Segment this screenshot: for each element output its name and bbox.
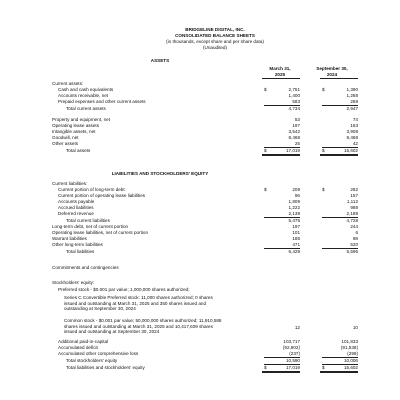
table-row: Accumulated deficit (92,902) (91,538) (58, 345, 358, 350)
total-double-rule (262, 154, 300, 156)
liabilities-heading: LIABILITIES AND STOCKHOLDERS' EQUITY (111, 171, 209, 176)
col2-header-line2: 2024 (326, 72, 338, 77)
table-row: Goodwill, net 8,468 8,468 (52, 135, 358, 140)
current-liabilities-heading: Current liabilities: (52, 181, 88, 186)
audit-note: (Unaudited) (202, 45, 227, 50)
total-double-rule (320, 371, 358, 373)
total-double-rule (320, 154, 358, 156)
table-row: Accounts receivable, net 1,400 1,288 (58, 93, 358, 98)
assets-heading: ASSETS (150, 58, 170, 63)
table-row: Accounts payable 1,809 1,112 (58, 199, 358, 204)
table-row: Current portion of operating lease liabilities 96 157 (58, 193, 358, 198)
table-row: Accumulated other comprehensive loss (237) (299) (58, 351, 358, 356)
table-row: Warrant liabilities 185 98 (52, 236, 358, 241)
series-c-description: Series C Convertible Preferred stock: 11,000 shares authorized; 0 shares issued and outstanding at March 31, 2025 and 350 shares issued and outstanding at September 30, 2024 (64, 295, 213, 311)
table-row: Property and equipment, net 53 74 (52, 117, 358, 122)
total-double-rule (262, 371, 300, 373)
table-row: Long-term debt, net of current portion 197 244 (52, 224, 358, 229)
common-stock-description: Common stock - $0.001 par value; 50,000,000 shares authorized; 11,910,588 shares issued and outstanding at March 31, 2025 and 10,417,609 shares issued and outstanding at September 30, 2024 (64, 318, 222, 334)
table-row: Prepaid expenses and other current assets 583 269 (58, 99, 358, 104)
col1-header-rule (262, 78, 300, 79)
units-note: (in thousands, except share and per share data) (166, 39, 264, 44)
table-row: Cash and cash equivalents $ 2,751 $ 1,390 (58, 87, 358, 92)
table-row: Operating lease liabilities, net of current portion 101 6 (52, 230, 358, 235)
table-row: Additional paid-in-capital 103,717 101,833 (58, 339, 358, 344)
preferred-stock-line: Preferred stock - $0.001 par value; 1,000,000 shares authorized; (58, 287, 190, 292)
table-row: Other long-term liabilities 471 520 (52, 242, 358, 247)
statement-title: CONSOLIDATED BALANCE SHEETS (175, 33, 255, 38)
col1-header-line2: 2025 (274, 72, 286, 77)
table-row: Total stockholders' equity 10,590 10,006 (66, 358, 358, 363)
common-stock-values: 12 10 (294, 325, 358, 330)
table-row: Accrued liabilities 1,222 988 (58, 205, 358, 210)
col2-header-rule (320, 78, 358, 79)
table-row: Other assets 25 42 (52, 141, 358, 146)
table-row: Total current liabilities 5,475 4,728 (66, 218, 358, 223)
table-row: Total liabilities and stockholders' equity $ 17,019 $ 15,602 (66, 365, 358, 370)
table-row: Deferred revenue 2,139 2,189 (58, 211, 358, 216)
table-row: Current portion of long-term debt $ 209 $ 282 (58, 187, 358, 192)
equity-heading: Stockholders' equity: (52, 280, 95, 285)
table-row: Total assets $ 17,019 $ 15,602 (66, 148, 358, 153)
table-row: Total current assets 4,734 2,947 (66, 106, 358, 111)
company-name: BRIDGELINE DIGITAL, INC. (185, 27, 245, 32)
current-assets-heading: Current assets: (52, 81, 84, 86)
table-row: Total liabilities 6,429 5,596 (66, 249, 358, 254)
commitments-line: Commitments and contingencies (52, 265, 119, 270)
table-row: Intangible assets, net 3,542 3,908 (52, 129, 358, 134)
col2-header-line1: September 30, (316, 66, 348, 71)
table-row: Operating lease assets 197 163 (52, 123, 358, 128)
col1-header-line1: March 31, (269, 66, 291, 71)
